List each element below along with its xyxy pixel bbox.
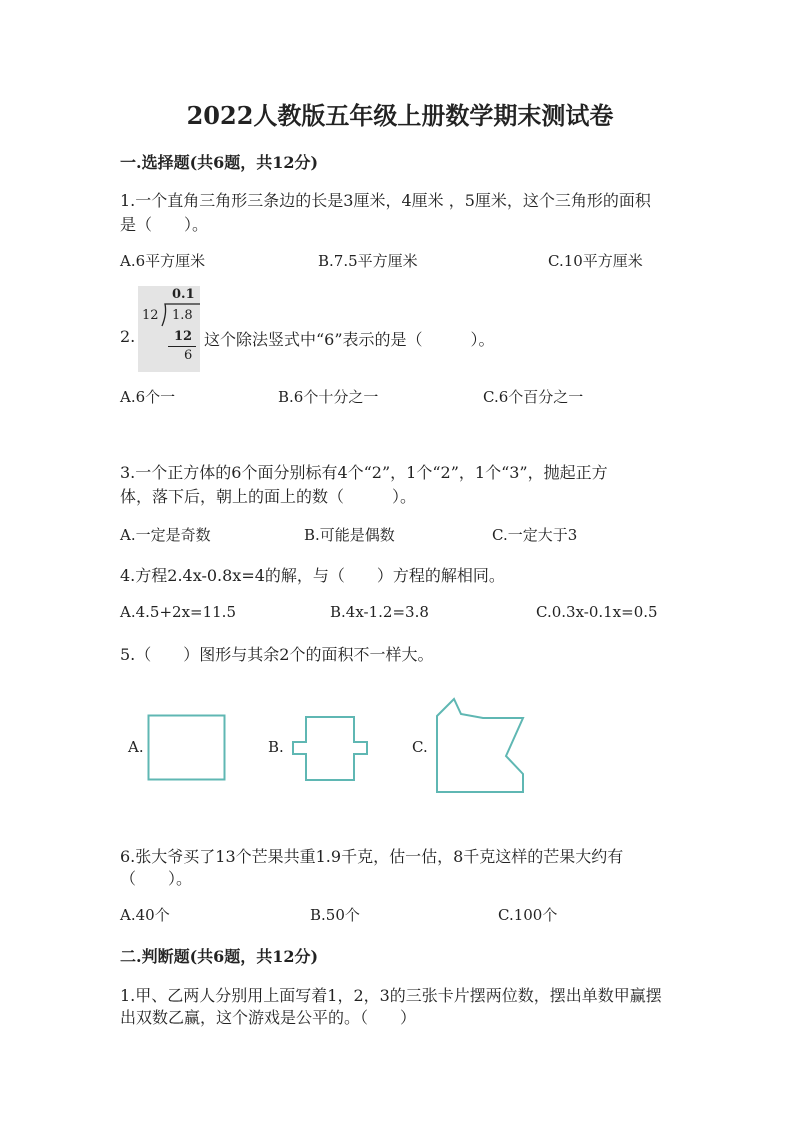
question-5-line-1: 5.（ ）图形与其余2个的面积不一样大。	[120, 645, 434, 664]
q6-option-a: A.40个	[120, 906, 170, 924]
question-6-line-2: （ ）。	[120, 869, 193, 888]
q1-option-a: A.6平方厘米	[120, 252, 206, 270]
q6-option-b: B.50个	[310, 906, 360, 924]
question-4-line-1: 4.方程2.4x-0.8x=4的解，与（ ）方程的解相同。	[120, 566, 505, 585]
figure-c-label: C.	[412, 738, 428, 756]
section-2-heading: 二.判断题(共6题，共12分)	[120, 947, 319, 966]
figure-a-label: A.	[128, 738, 144, 756]
question-2-text: 这个除法竖式中“6”表示的是（ ）。	[204, 330, 495, 349]
q2-option-c: C.6个百分之一	[483, 388, 584, 406]
long-division-image	[138, 286, 200, 372]
q1-option-b: B.7.5平方厘米	[318, 252, 418, 270]
figure-c-irregular-shape	[436, 698, 526, 794]
question-6-line-1: 6.张大爷买了13个芒果共重1.9千克，估一估，8千克这样的芒果大约有	[120, 847, 624, 866]
q3-option-b: B.可能是偶数	[304, 526, 395, 544]
judge-question-1-line-2: 出双数乙赢，这个游戏是公平的。（ ）	[120, 1008, 417, 1027]
q1-option-c: C.10平方厘米	[548, 252, 643, 270]
question-1-line-1: 1.一个直角三角形三条边的长是3厘米，4厘米 ，5厘米，这个三角形的面积	[120, 191, 651, 210]
question-3-line-2: 体，落下后，朝上的面上的数（ ）。	[120, 487, 417, 506]
division-divisor: 12	[142, 308, 159, 323]
figure-b-label: B.	[268, 738, 284, 756]
division-product: 12	[174, 329, 193, 344]
division-dividend: 1.8	[172, 308, 193, 323]
page-title: 2022人教版五年级上册数学期末测试卷	[186, 101, 614, 130]
q2-option-b: B.6个十分之一	[278, 388, 379, 406]
question-3-line-1: 3.一个正方体的6个面分别标有4个“2”，1个“2”，1个“3”，抛起正方	[120, 463, 608, 482]
division-line	[168, 346, 196, 347]
q2-option-a: A.6个一	[120, 388, 176, 406]
division-remainder: 6	[184, 348, 193, 363]
q4-option-b: B.4x-1.2=3.8	[330, 603, 429, 621]
q4-option-a: A.4.5+2x=11.5	[120, 603, 236, 621]
figure-b-notched-shape	[292, 716, 370, 782]
section-1-heading: 一.选择题(共6题，共12分)	[120, 153, 319, 172]
q3-option-a: A.一定是奇数	[120, 526, 211, 544]
q6-option-c: C.100个	[498, 906, 558, 924]
division-quotient: 0.1	[172, 287, 195, 302]
question-2-label: 2.	[120, 327, 136, 346]
q4-option-c: C.0.3x-0.1x=0.5	[536, 603, 658, 621]
figure-a-rectangle	[148, 715, 226, 781]
q3-option-c: C.一定大于3	[492, 526, 578, 544]
judge-question-1-line-1: 1.甲、乙两人分别用上面写着1，2，3的三张卡片摆两位数，摆出单数甲赢摆	[120, 986, 662, 1005]
question-1-line-2: 是（ ）。	[120, 215, 209, 234]
